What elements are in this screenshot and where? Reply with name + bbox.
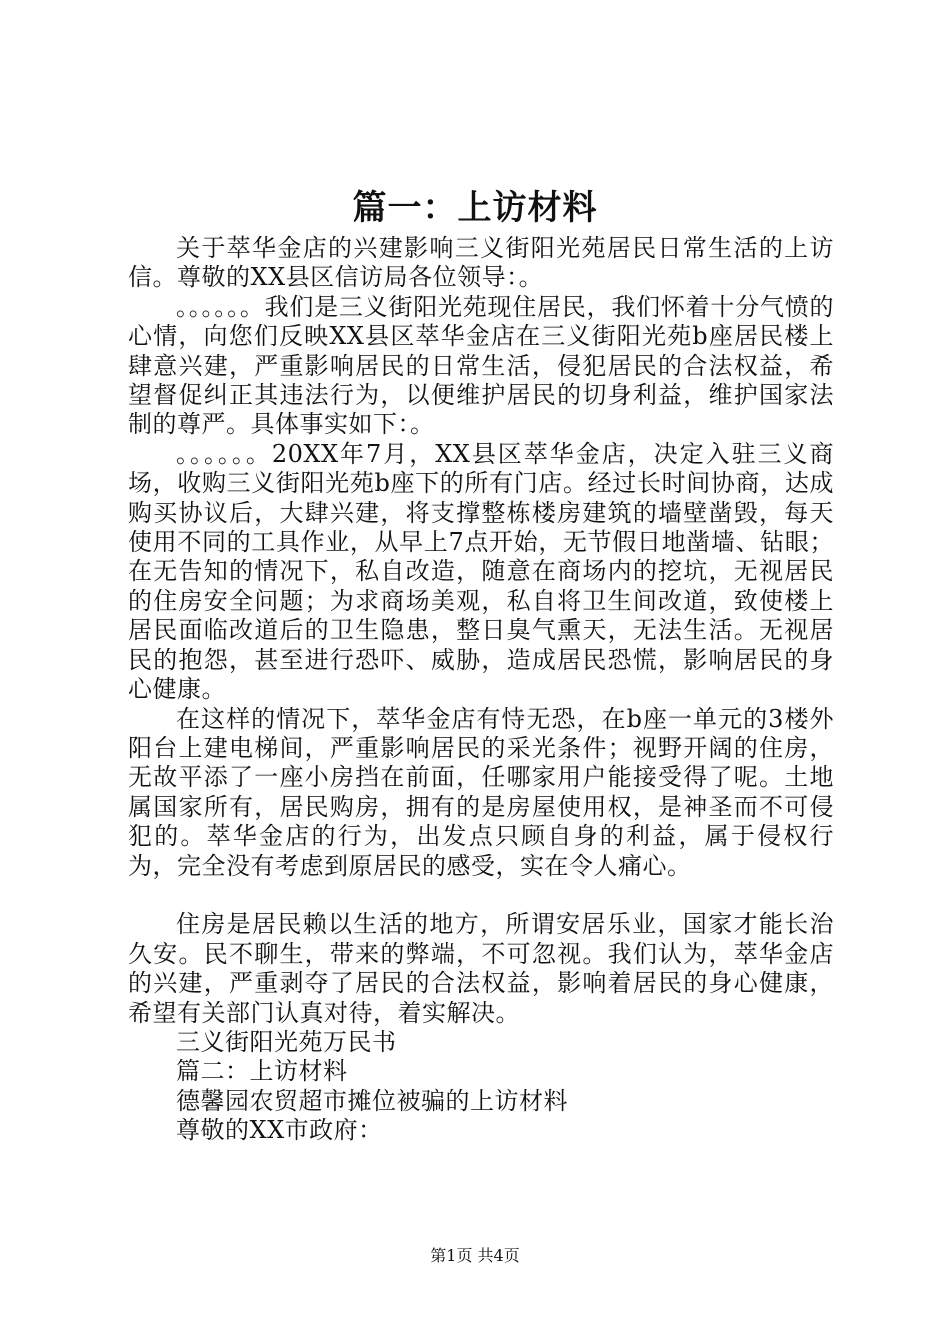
paragraph-section-two-subject: 德馨园农贸超市摊位被骗的上访材料 — [176, 1086, 568, 1115]
paragraph-conclusion: 住房是居民赖以生活的地方，所谓安居乐业，国家才能长治久安。民不聊生，带来的弊端，不可忽视。我们认为，萃华金店的兴建，严重剥夺了居民的合法权益，影响着居民的身心健康，希望有关部门认真对待，着实解决。 — [128, 910, 834, 1027]
document-title: 篇一：上访材料 — [352, 188, 598, 228]
blank-line — [128, 881, 834, 910]
paragraph-signature: 三义街阳光苑万民书 — [176, 1027, 397, 1056]
paragraph-petition-intro: 关于萃华金店的兴建影响三义街阳光苑居民日常生活的上访信。尊敬的XX县区信访局各位领导：。 — [128, 234, 834, 292]
paragraph-elevator: 在这样的情况下，萃华金店有恃无恐，在b座一单元的3楼外阳台上建电梯间，严重影响居民的采光条件；视野开阔的住房，无故平添了一座小房挡在前面，任哪家用户能接受得了呢。土地属国家所有，居民购房，拥有的是房屋使用权，是神圣而不可侵犯的。萃华金店的行为，出发点只顾自身的利益，属于侵权行为，完全没有考虑到原居民的感受，实在令人痛心。 — [128, 704, 834, 880]
page-footer: 第1页 共4页 — [430, 1246, 520, 1265]
paragraph-section-two-title: 篇二：上访材料 — [176, 1057, 348, 1086]
paragraph-facts: 。。。。。。20XX年7月，XX县区萃华金店，决定入驻三义商场，收购三义街阳光苑b座下的所有门店。经过长时间协商，达成购买协议后，大肆兴建，将支撑整栋楼房建筑的墙壁凿毁，每天使用不同的工具作业，从早上7点开始，无节假日地凿墙、钻眼；在无告知的情况下，私自改造，随意在商场内的挖坑，无视居民的住房安全问题；为求商场美观，私自将卫生间改道，致使楼上居民面临改道后的卫生隐患，整日臭气熏天，无法生活。无视居民的抱怨，甚至进行恐吓、威胁，造成居民恐慌，影响居民的身心健康。 — [128, 439, 834, 704]
paragraph-salutation: 尊敬的XX市政府： — [176, 1116, 383, 1145]
paragraph-complaint: 。。。。。。我们是三义街阳光苑现住居民，我们怀着十分气愤的心情，向您们反映XX县区萃华金店在三义街阳光苑b座居民楼上肆意兴建，严重影响居民的日常生活，侵犯居民的合法权益，希望督促纠正其违法行为，以便维护居民的切身利益，维护国家法制的尊严。具体事实如下：。 — [128, 292, 834, 439]
document-body — [128, 234, 834, 1146]
